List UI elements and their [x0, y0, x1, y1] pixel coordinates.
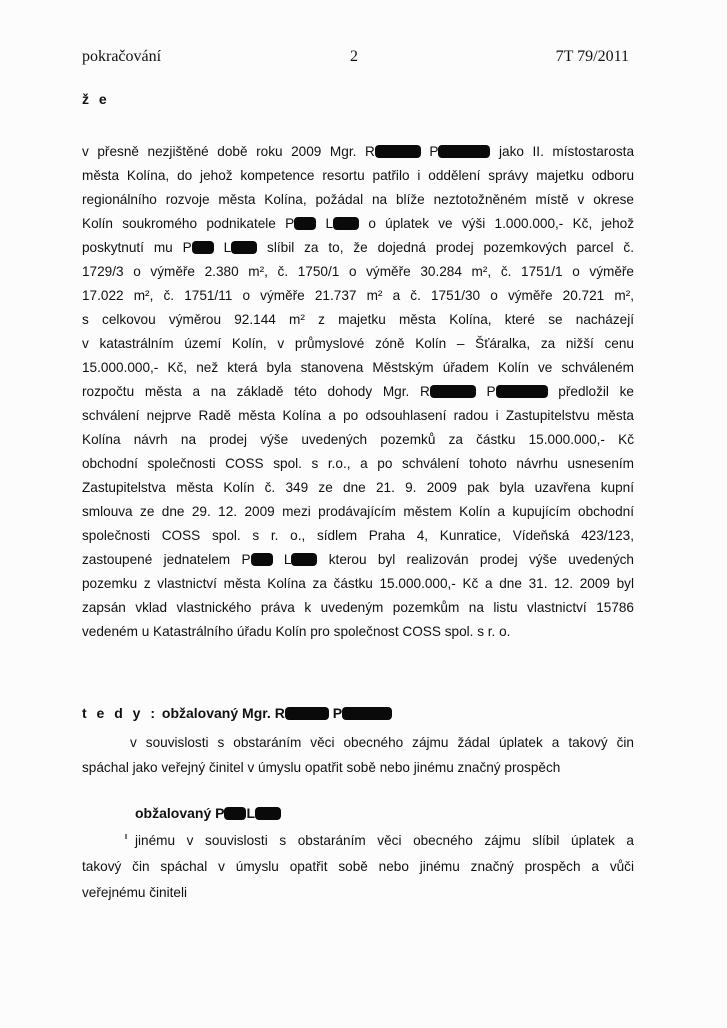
paragraph-line: regionálního rozvoje města Kolína, požádal na blíže neztotožněném místě v okrese: [82, 192, 634, 207]
main-paragraph: [82, 140, 634, 644]
paragraph-line: s celkovou výměrou 92.144 m² z majetku města Kolína, které se nacházejí: [82, 312, 634, 327]
paragraph-line: Kolína návrh na prodej výše uvedených pozemků za částku 15.000.000,- Kč: [82, 432, 634, 447]
redacted-name-r: R: [275, 705, 329, 721]
paragraph-line: schválení nejprve Radě města Kolína a po odsouhlasení radou i Zastupitelstvu města: [82, 408, 634, 423]
redacted-name: P: [241, 552, 272, 567]
redacted-name: P: [183, 240, 214, 255]
charge-2-line: veřejnému činiteli: [82, 885, 188, 900]
paragraph-line: zapsán vklad vlastnického práva k uvedeným pozemkům na listu vlastnictví 15786: [82, 600, 634, 615]
accused-label: obžalovaný Mgr.: [158, 705, 275, 721]
paragraph-line: Kolín soukromého podnikatele P L o úplatek ve výši 1.000.000,- Kč, jehož: [82, 216, 635, 231]
redacted-name: L: [326, 216, 360, 231]
charge-1-line: spáchal jako veřejný činitel v úmyslu opatřit sobě nebo jinému značný prospěch: [82, 760, 561, 775]
paragraph-line: smlouva ze dne 29. 12. 2009 mezi prodávajícím městem Kolín a kupujícím obchodní: [82, 504, 634, 519]
paragraph-line: rozpočtu města a na základě této dohody Mgr. R P předložil ke: [82, 384, 634, 399]
page-number: 2: [350, 48, 358, 65]
paragraph-line: 1729/3 o výměře 2.380 m², č. 1750/1 o výměře 30.284 m², č. 1751/1 o výměře: [82, 264, 634, 279]
case-number: 7T 79/2011: [555, 48, 629, 65]
redacted-name: P: [487, 384, 548, 399]
paragraph-line: pozemku z vlastnictví města Kolína za částku 15.000.000,- Kč a dne 31. 12. 2009 byl: [82, 576, 634, 591]
charge-1-line: v souvislosti s obstaráním věci obecného zájmu žádal úplatek a takový čin: [130, 735, 634, 750]
redacted-name: R: [365, 144, 421, 159]
paragraph-line: 15.000.000,- Kč, než která byla stanovena Městským úřadem Kolín ve schváleném: [82, 360, 634, 375]
header-continuation: pokračování: [82, 48, 162, 65]
paragraph-line: obchodní společnosti COSS spol. s r.o., a po schválení tohoto návrhu usnesením: [82, 456, 634, 471]
redacted-name: R: [420, 384, 476, 399]
redacted-name-p: P: [333, 705, 392, 721]
paragraph-line: v katastrálním území Kolín, v průmyslové zóně Kolín – Šťáralka, za nižší cenu: [82, 336, 634, 351]
charge-paragraph-1: [82, 730, 634, 780]
redacted-name-p2: P: [215, 805, 246, 821]
paragraph-line: poskytnutí mu P L slíbil za to, že dojedná prodej pozemkových parcel č.: [82, 240, 635, 255]
paragraph-line: zastoupené jednatelem P L kterou byl realizován prodej výše uvedených: [82, 552, 634, 567]
charge-2-line: jinému v souvislosti s obstaráním věci obecného zájmu slíbil úplatek a: [135, 833, 634, 848]
tedy-label: t e d y :: [82, 705, 159, 721]
paragraph-line: v přesně nezjištěné době roku 2009 Mgr. R P jako II. místostarosta: [82, 144, 635, 159]
paragraph-line: společnosti COSS spol. s r. o., sídlem Praha 4, Kunratice, Vídeňská 423/123,: [82, 528, 634, 543]
section-marker-ze: ž e: [82, 91, 110, 107]
paragraph-line: vedeném u Katastrálního úřadu Kolín pro společnost COSS spol. s r. o.: [82, 624, 511, 639]
paragraph-line: města Kolína, do jehož kompetence resortu patřilo i oddělení správy majetku odboru: [82, 168, 634, 183]
paragraph-line: Zastupitelstva města Kolín č. 349 ze dne 21. 9. 2009 pak byla uzavřena kupní: [82, 480, 634, 495]
redacted-name: P: [429, 144, 490, 159]
accused-label-2: obžalovaný: [135, 805, 216, 821]
redacted-name: L: [224, 240, 258, 255]
redacted-name: L: [284, 552, 318, 567]
second-accused-heading: [135, 805, 281, 821]
redacted-name: P: [285, 216, 316, 231]
charge-2-line: takový čin spáchal v úmyslu opatřit sobě nebo jinému značný prospěch a vůči: [82, 859, 634, 874]
paragraph-line: 17.022 m², č. 1751/11 o výměře 21.737 m² a č. 1751/30 o výměře 20.721 m²,: [82, 288, 634, 303]
charge-paragraph-2: [82, 828, 634, 906]
redacted-name-l2: L: [246, 805, 281, 821]
conclusion-heading: [82, 705, 392, 721]
